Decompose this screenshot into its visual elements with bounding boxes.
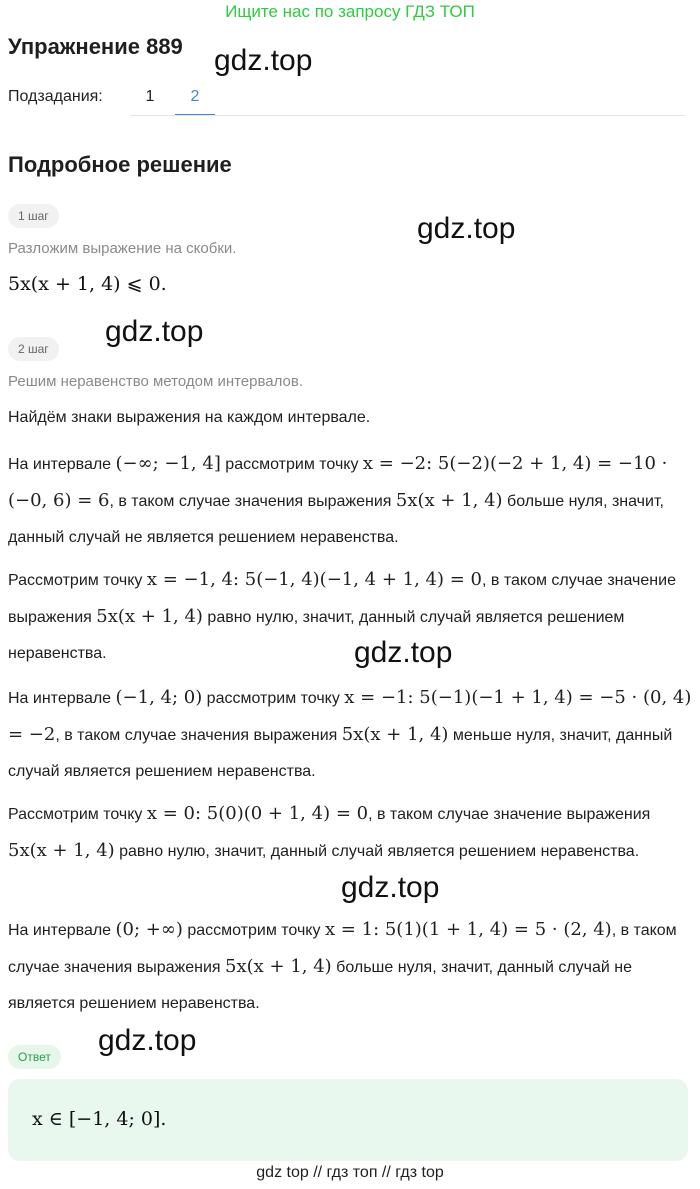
solution-paragraph-5: [8, 912, 692, 1022]
solution-paragraph-3: [8, 680, 692, 790]
text: , в таком случае значение выражения: [368, 806, 651, 823]
solution-paragraph-2: [8, 562, 692, 672]
page-title: Упражнение 889: [8, 34, 183, 59]
text: На интервале: [8, 690, 116, 707]
text: Рассмотрим точку: [8, 572, 147, 589]
watermark: gdz.top: [214, 44, 313, 77]
math: x = 1: 5(1)(1 + 1, 4) = 5 · (2, 4): [324, 919, 612, 940]
math: 5x(x + 1, 4): [8, 840, 115, 861]
text: равно нулю, значит, данный случай является решением неравенства.: [8, 609, 625, 662]
tabs-divider: [130, 115, 685, 116]
top-banner: Ищите нас по запросу ГДЗ ТОП: [225, 2, 475, 21]
step-1-description: Разложим выражение на скобки.: [8, 240, 237, 257]
text: равно нулю, значит, данный случай является решением неравенства.: [114, 843, 640, 860]
text: Рассмотрим точку: [8, 806, 147, 823]
step-2-intro: Найдём знаки выражения на каждом интервале.: [8, 409, 371, 426]
subtasks-label: Подзадания:: [8, 88, 103, 105]
answer-badge: Ответ: [8, 1045, 61, 1069]
math: 5x(x + 1, 4): [225, 956, 332, 977]
footer-links: gdz top // гдз топ // гдз top: [256, 1164, 444, 1181]
text: , в таком случае значения выражения: [8, 922, 677, 976]
step-1-badge: 1 шаг: [8, 204, 59, 228]
math: (0; +∞): [115, 919, 183, 940]
math: x = 0: 5(0)(0 + 1, 4) = 0: [146, 803, 369, 824]
text: рассмотрим точку: [220, 456, 363, 473]
section-title: Подробное решение: [8, 152, 232, 177]
math: (−∞; −1, 4]: [115, 453, 221, 474]
solution-paragraph-1: [8, 446, 692, 556]
math: 5x(x + 1, 4): [96, 606, 203, 627]
math: x = −1, 4: 5(−1, 4)(−1, 4 + 1, 4) = 0: [146, 569, 483, 590]
math: x = −1: 5(−1)(−1 + 1, 4) = −5 · (0, 4) = −2: [8, 687, 692, 745]
watermark: gdz.top: [98, 1024, 197, 1057]
subtask-tab-2[interactable]: 2: [175, 80, 215, 116]
step-2-description: Решим неравенство методом интервалов.: [8, 373, 304, 390]
watermark: gdz.top: [341, 871, 440, 904]
math: 5x(x + 1, 4): [341, 724, 449, 745]
watermark: gdz.top: [354, 636, 453, 669]
math: 5x(x + 1, 4): [395, 490, 503, 511]
text: рассмотрим точку: [182, 922, 325, 939]
math: x = −2: 5(−2)(−2 + 1, 4) = −10 · (−0, 6) = 6: [8, 453, 668, 511]
text: больше нуля, значит, данный случай не является решением неравенства.: [8, 493, 664, 546]
text: меньше нуля, значит, данный случай является решением неравенства.: [8, 727, 673, 780]
step-1-formula: 5x(x + 1, 4) ⩽ 0.: [8, 273, 167, 295]
watermark: gdz.top: [417, 212, 516, 245]
text: , в таком случае значение выражения: [8, 572, 676, 626]
answer-value: x ∈ [−1, 4; 0].: [32, 1108, 167, 1130]
text: рассмотрим точку: [202, 690, 345, 707]
text: , в таком случае значения выражения: [55, 727, 342, 744]
subtask-tab-1[interactable]: 1: [145, 88, 155, 105]
text: больше нуля, значит, данный случай не является решением неравенства.: [8, 959, 633, 1012]
step-2-badge: 2 шаг: [8, 337, 59, 361]
watermark: gdz.top: [105, 315, 204, 348]
solution-paragraph-4: [8, 796, 692, 870]
text: , в таком случае значения выражения: [109, 493, 396, 510]
text: На интервале: [8, 922, 116, 939]
math: (−1, 4; 0): [115, 687, 203, 708]
text: На интервале: [8, 456, 116, 473]
